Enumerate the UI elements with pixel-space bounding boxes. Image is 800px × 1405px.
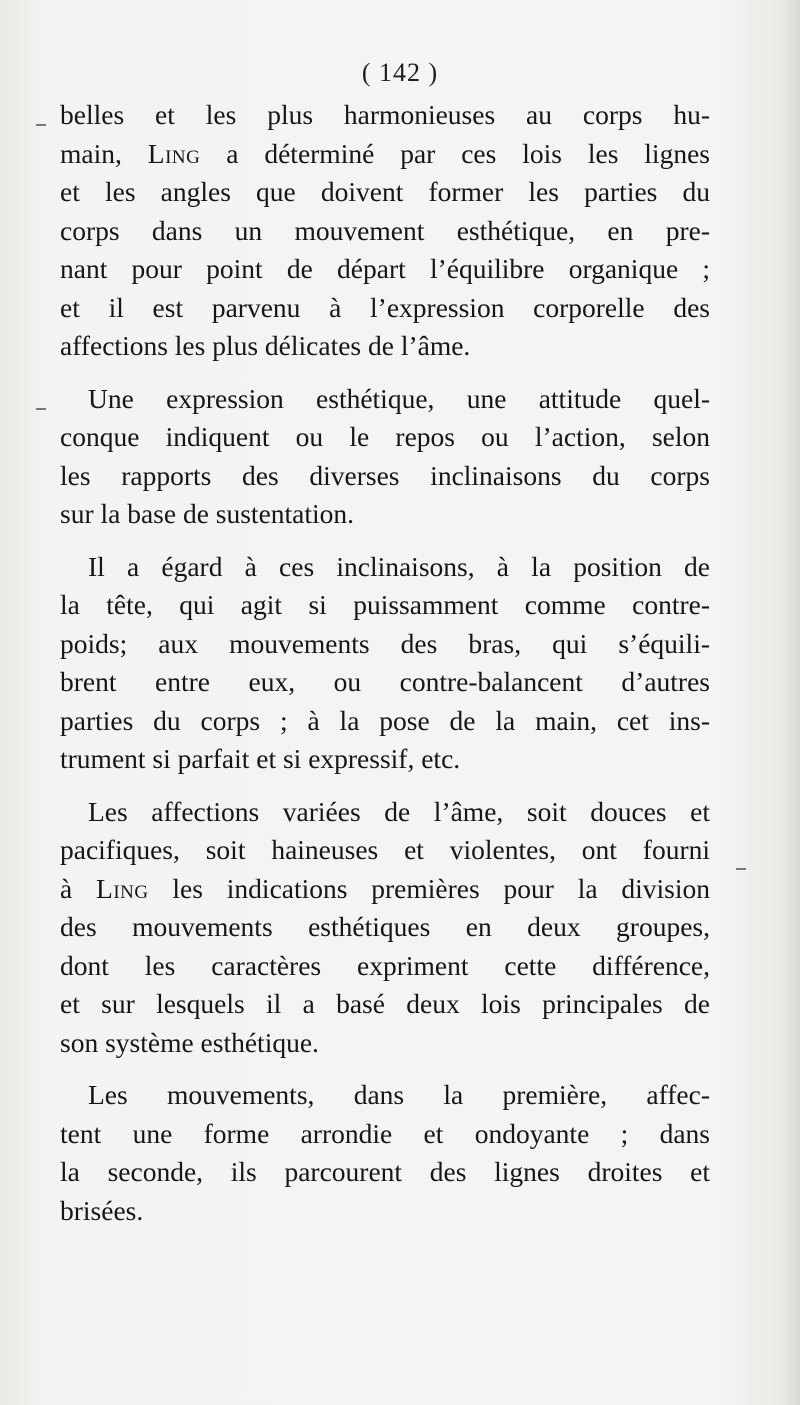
paragraph	[60, 1076, 710, 1230]
text-line: Il a égard à ces inclinaisons, à la position de	[88, 550, 710, 582]
text-line: Les affections variées de l’âme, soit douces et	[88, 795, 710, 827]
text-line: main, Ling a déterminé par ces lois les lignes	[60, 137, 710, 169]
text-line: parties du corps ; à la pose de la main, cet ins-	[60, 704, 710, 736]
text-line: conque indiquent ou le repos ou l’action, selon	[60, 421, 710, 452]
text-line: des mouvements esthétiques en deux groupes,	[60, 911, 710, 942]
paragraph	[60, 380, 710, 534]
text-line: brent entre eux, ou contre-balancent d’autres	[60, 666, 710, 697]
text-line: et les angles que doivent former les parties du	[60, 176, 710, 207]
text-line: la tête, qui agit si puissamment comme contre-	[60, 589, 710, 620]
text-line: les rapports des diverses inclinaisons du corps	[60, 459, 710, 491]
text-line: et sur lesquels il a basé deux lois principales de	[60, 988, 710, 1019]
margin-mark	[36, 408, 46, 410]
text-line: tent une forme arrondie et ondoyante ; dans	[60, 1117, 710, 1149]
text-line: sur la base de sustentation.	[60, 498, 355, 529]
body-text	[60, 96, 710, 1244]
paragraph	[60, 793, 710, 1063]
author-name: Ling	[96, 872, 149, 904]
text-line: trument si parfait et si expressif, etc.	[60, 743, 461, 774]
text-line: Les mouvements, dans la première, affec-	[88, 1079, 710, 1110]
text-line: dont les caractères expriment cette différence,	[60, 949, 710, 981]
text-line: corps dans un mouvement esthétique, en pre-	[60, 214, 710, 246]
text-line: la seconde, ils parcourent des lignes droites et	[60, 1156, 710, 1187]
page-number: ( 142 )	[361, 58, 439, 87]
margin-mark	[736, 868, 746, 870]
text-line: pacifiques, soit haineuses et violentes, ont fourni	[60, 834, 710, 865]
text-line: poids; aux mouvements des bras, qui s’équili-	[60, 627, 710, 659]
paragraph	[60, 96, 710, 366]
text-line: et il est parvenu à l’expression corporelle des	[60, 291, 710, 323]
text-line: son système esthétique.	[60, 1026, 319, 1058]
text-line: à Ling les indications premières pour la division	[60, 872, 710, 904]
text-line: Une expression esthétique, une attitude quel-	[88, 382, 710, 414]
text-line: brisées.	[60, 1194, 144, 1226]
text-line: affections les plus délicates de l’âme.	[60, 330, 471, 361]
author-name: Ling	[147, 137, 201, 169]
text-line: belles et les plus harmonieuses au corps hu-	[60, 99, 710, 130]
page-edge-shadow	[782, 0, 800, 1405]
paragraph	[60, 548, 710, 779]
margin-mark	[36, 124, 46, 126]
text-line: nant pour point de départ l’équilibre organique ;	[60, 253, 710, 284]
